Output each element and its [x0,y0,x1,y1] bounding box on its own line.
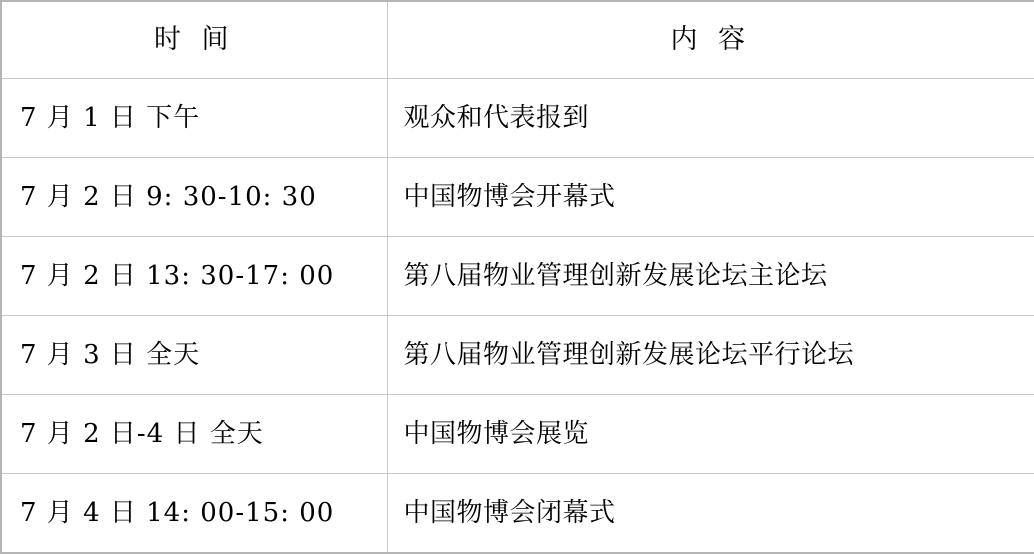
cell-time-text: 7 月 2 日 9: 30-10: 30 [2,181,387,214]
cell-time-text: 7 月 4 日 14: 00-15: 00 [2,497,387,530]
cell-content [387,79,1034,158]
table-row [1,237,1034,316]
table-row [1,316,1034,395]
cell-time-text: 7 月 1 日 下午 [2,102,387,135]
cell-time [1,79,387,158]
column-header-content-label: 内 容 [388,23,1034,57]
cell-content-text: 观众和代表报到 [388,102,1034,135]
cell-time [1,474,387,554]
cell-time [1,316,387,395]
cell-content-text: 中国物博会展览 [388,418,1034,451]
table-row [1,158,1034,237]
table-header-row [1,1,1034,79]
cell-content-text: 第八届物业管理创新发展论坛平行论坛 [388,339,1034,372]
cell-content [387,395,1034,474]
cell-content-text: 中国物博会闭幕式 [388,497,1034,530]
cell-content [387,316,1034,395]
cell-content-text: 中国物博会开幕式 [388,181,1034,214]
cell-time-text: 7 月 3 日 全天 [2,339,387,372]
cell-content [387,237,1034,316]
table-row [1,79,1034,158]
column-header-time-label: 时 间 [2,23,387,57]
cell-time-text: 7 月 2 日 13: 30-17: 00 [2,260,387,293]
cell-time-text: 7 月 2 日-4 日 全天 [2,418,387,451]
cell-content-text: 第八届物业管理创新发展论坛主论坛 [388,260,1034,293]
cell-time [1,395,387,474]
cell-time [1,158,387,237]
column-header-time [1,1,387,79]
column-header-content [387,1,1034,79]
cell-content [387,474,1034,554]
cell-content [387,158,1034,237]
cell-time [1,237,387,316]
table-row [1,474,1034,554]
table-row [1,395,1034,474]
